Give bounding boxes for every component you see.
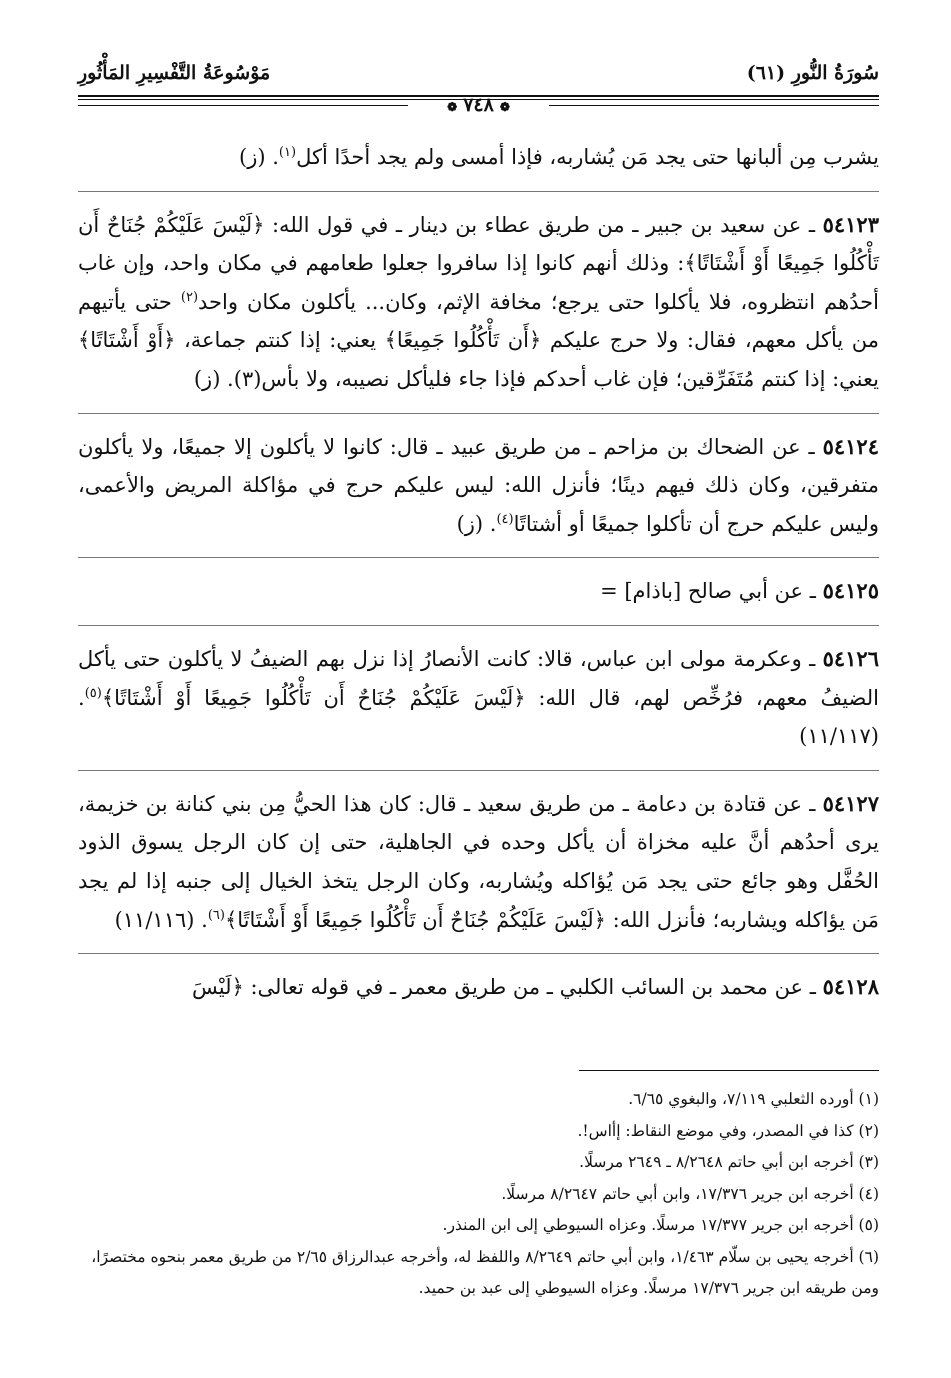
paragraph: ٥٤١٢٧ ـ عن قتادة بن دعامة ـ من طريق سعيد ـ قال: كان هذا الحيُّ مِن بني كنانة بن خزيمة، يرى أحدُهم أنَّ عليه مخزاة أن يأكل وحده في الجاهلية، حتى إن كان الرجل يسوق الذود الحُفَّل وهو جائع حتى يجد مَن يُؤاكله ويُشاربه، وكان الرجل يتخذ الخيال إلى جنبه إذا لم يجد مَن يؤاكله ويشاربه؛ فأنزل الله: ﴿لَيْسَ عَلَيْكُمْ جُنَاحٌ أَن تَأْكُلُوا جَمِيعًا أَوْ أَشْتَاتًا﴾$^{(٦)}$. (١١/١١٦) <box>78 790 879 932</box>
footnote-ref: (٤) <box>496 511 514 527</box>
footnote: (٢) كذا في المصدر، وفي موضع النقاط: إأاس!. <box>577 1121 879 1140</box>
footnote-ref: (٥) <box>84 685 102 701</box>
paragraph: ٥٤١٢٣ ـ عن سعيد بن جبير ـ من طريق عطاء بن دينار ـ في قول الله: ﴿لَيْسَ عَلَيْكُمْ جُنَاحٌ أَن تَأْكُلُوا جَمِيعًا أَوْ أَشْتَاتًا﴾: وذلك أنهم كانوا إذا سافروا جعلوا طعامهم في مكان واحد، وإن غاب أحدُهم انتظروه، فلا يأكلوا حتى يرجع؛ مخافة الإثم، وكان... يأكلون مكان واحد$^{(٢)}$ حتى يأتيهم من يأكل معهم، فقال: ولا حرج عليكم ﴿أَن تَأْكُلُوا جَمِيعًا﴾ يعني: إذا كنتم جماعة، ﴿أَوْ أَشْتَاتًا﴾ يعني: إذا كنتم مُتَفَرِّقين؛ فإن غاب أحدكم فإذا جاء فليأكل نصيبه، ولا بأس(٣). (ز) <box>78 211 879 391</box>
book-title: مَوْسُوعَةُ التَّفْسِيرِ المَأْثُورِ <box>78 62 271 84</box>
entry-separator <box>78 770 879 771</box>
footnote-ref: (١) <box>278 145 297 160</box>
ornament-icon: ❁ <box>447 100 458 114</box>
ornament-icon: ❁ <box>499 100 510 114</box>
entry-separator <box>78 625 879 626</box>
footnote: (٣) أخرجه ابن أبي حاتم ٨/٢٦٤٨ ـ ٢٦٤٩ مرسلًا. <box>579 1153 879 1171</box>
footnote-rule <box>579 1070 879 1071</box>
paragraph: ٥٤١٢٨ ـ عن محمد بن السائب الكلبي ـ من طريق معمر ـ في قوله تعالى: ﴿لَيْسَ <box>191 974 879 1000</box>
entry-separator <box>78 191 879 192</box>
entry-number: ٥٤١٢٧ <box>822 790 879 816</box>
paragraph: يشرب مِن ألبانها حتى يجد مَن يُشاربه، فإذا أمسى ولم يجد أحدًا أكل$^{(١)}$. (ز) <box>239 145 879 169</box>
page-number-row <box>78 94 879 116</box>
page-number-value: ٧٤٨ <box>463 94 494 116</box>
page-header <box>78 58 879 94</box>
entry-number: ٥٤١٢٦ <box>822 645 879 671</box>
entry-number: ٥٤١٢٤ <box>822 433 879 459</box>
footnote: (٦) أخرجه يحيى بن سلّام ١/٤٦٣، وابن أبي حاتم ٨/٢٦٤٩ واللفظ له، وأخرجه عبدالرزاق ٢/٦٥ من طريق معمر بنحوه مختصرًا، ومن طريقه ابن جرير ١٧/٣٧٦ مرسلًا. وعزاه السيوطي إلى عبد بن حميد. <box>91 1247 879 1297</box>
footnotes <box>78 1084 879 1305</box>
entry-separator <box>78 557 879 558</box>
paragraph: ٥٤١٢٦ ـ وعكرمة مولى ابن عباس، قالا: كانت الأنصارُ إذا نزل بهم الضيفُ لا يأكلون حتى يأكل الضيفُ معهم، فرُخِّص لهم، قال الله: ﴿لَيْسَ عَلَيْكُمْ جُنَاحٌ أَن تَأْكُلُوا جَمِيعًا أَوْ أَشْتَاتًا﴾$^{(٥)}$. (١١/١١٧) <box>78 645 879 749</box>
paragraph: ٥٤١٢٤ ـ عن الضحاك بن مزاحم ـ من طريق عبيد ـ قال: كانوا لا يأكلون إلا جميعًا، ولا يأكلون متفرقين، وكان ذلك فيهم دينًا؛ فأنزل الله: ليس عليكم حرج في مؤاكلة المريض والأعمى، وليس عليكم حرج أن تأكلوا جميعًا أو أشتاتًا$^{(٤)}$. (ز) <box>78 433 879 536</box>
footnote: (٥) أخرجه ابن جرير ١٧/٣٧٧ مرسلًا. وعزاه السيوطي إلى ابن المنذر. <box>442 1216 879 1234</box>
entry-separator <box>78 413 879 414</box>
footnote: (١) أورده الثعلبي ٧/١١٩، والبغوي ٦/٦٥. <box>628 1090 879 1108</box>
entry-separator <box>78 953 879 954</box>
entry-number: ٥٤١٢٥ <box>822 578 879 604</box>
main-text <box>78 138 879 1021</box>
entry-number: ٥٤١٢٨ <box>822 974 879 1000</box>
surah-title: سُورَةُ النُّورِ (٦١) <box>746 62 879 84</box>
footnote-ref: (٦) <box>207 907 225 923</box>
paragraph: ٥٤١٢٥ ـ عن أبي صالح [باذام] = <box>600 578 879 604</box>
footnote: (٤) أخرجه ابن جرير ١٧/٣٧٦، وابن أبي حاتم ٨/٢٦٤٧ مرسلًا. <box>501 1184 879 1203</box>
page-number <box>78 94 879 116</box>
entry-number: ٥٤١٢٣ <box>822 211 879 237</box>
footnote-ref: (٢) <box>180 289 199 305</box>
